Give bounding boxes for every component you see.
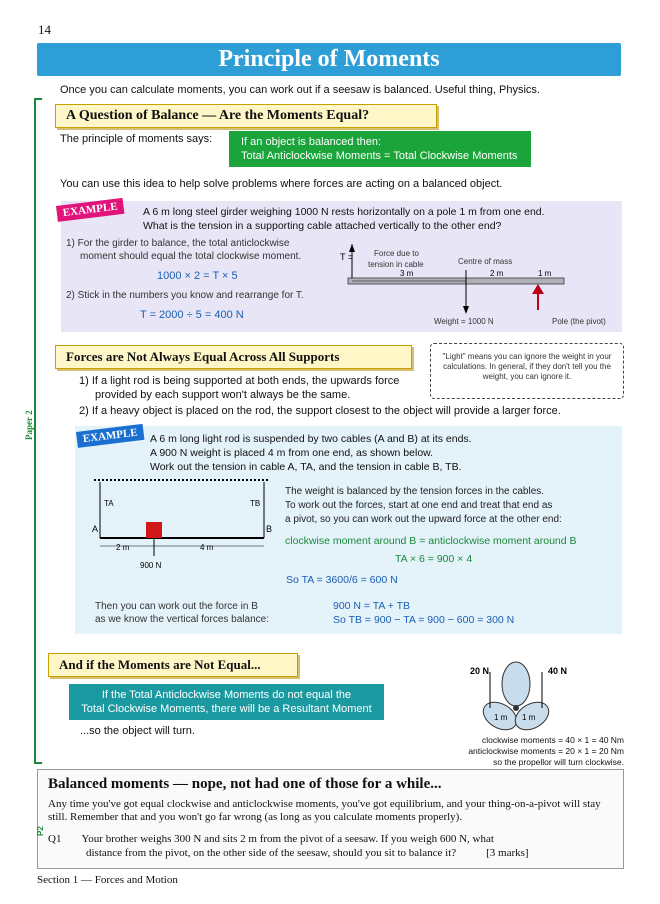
question-1	[48, 832, 529, 860]
principle-box	[229, 131, 531, 167]
footer-section: Section 1 — Forces and Motion	[37, 874, 178, 886]
resultant-line-2: Total Clockwise Moments, there will be a Resultant Moment	[81, 703, 372, 715]
supports-point-2: 2) If a heavy object is placed on the rod, the support closest to the object will provide a larger force.	[79, 405, 561, 417]
principle-line-1: If an object is balanced then:	[241, 136, 382, 148]
example-1-step-2: 2) Stick in the numbers you know and rearrange for T.	[66, 290, 304, 301]
section-bracket	[34, 98, 42, 764]
q1-label: Q1	[48, 833, 62, 845]
example-2-question-line-1: A 6 m long light rod is suspended by two cables (A and B) at its ends.	[150, 433, 472, 445]
example-2-explanation	[285, 485, 562, 527]
b-label: B	[266, 524, 273, 534]
weight-900n: 900 N	[140, 561, 162, 570]
calc-line-3: So TA = 3600/6 = 600 N	[286, 574, 398, 586]
pole-label: Pole (the pivot)	[552, 317, 606, 326]
rod-diagram	[88, 474, 278, 574]
point-1-line-1: 1) If a light rod is being supported at both ends, the upwards force	[79, 375, 400, 387]
q1-line-2: distance from the pivot, on the other side of the seesaw, should you sit to balance it?	[86, 847, 457, 859]
moment-calc-1: clockwise moments = 40 × 1 = 40 Nm	[482, 735, 624, 745]
q1-marks: [3 marks]	[486, 847, 529, 859]
tension-label: T =	[340, 252, 354, 262]
ta-label: TA	[104, 499, 114, 508]
explanation-line-2: To work out the forces, start at one end and treat that end as	[285, 500, 553, 511]
summary-title: Balanced moments — nope, not had one of those for a while...	[48, 776, 442, 792]
blade-top	[502, 662, 530, 706]
balance-heading: A Question of Balance — Are the Moments Equal?	[55, 104, 437, 128]
principle-line-2: Total Anticlockwise Moments = Total Clockwise Moments	[241, 150, 518, 162]
calc-line-5: So TB = 900 − TA = 900 − 600 = 300 N	[333, 614, 515, 626]
resultant-line-1: If the Total Anticlockwise Moments do not equal the	[101, 689, 352, 701]
resultant-box	[69, 684, 384, 720]
then-line-1: Then you can work out the force in B	[95, 601, 258, 612]
calc-line-4: 900 N = TA + TB	[333, 600, 411, 612]
propeller-diagram	[456, 660, 606, 738]
step-1-line-1: 1) For the girder to balance, the total anticlockwise	[66, 238, 290, 249]
force-label-2: tension in cable	[368, 260, 424, 269]
dist-3m: 3 m	[400, 269, 414, 278]
q1-line-1: Your brother weighs 300 N and sits 2 m from the pivot of a seesaw. If you weigh 600 N, what	[81, 833, 494, 845]
p2-tag: P2	[36, 826, 45, 836]
light-note-bubble: "Light" means you can ignore the weight in your calculations. In general, if they don't tell you the weight, you can ignore it.	[430, 343, 624, 399]
example-1-question	[143, 205, 545, 233]
then-text	[95, 600, 269, 626]
force-label-1: Force due to	[374, 249, 419, 258]
step-1-line-2: moment should equal the total clockwise moment.	[80, 251, 302, 262]
point-1-line-2: provided by each support won't always be the same.	[95, 389, 351, 401]
calc-line-2: TA × 6 = 900 × 4	[395, 553, 473, 565]
moment-calc-2: anticlockwise moments = 20 × 1 = 20 Nm	[468, 746, 624, 756]
moment-calcs	[426, 735, 624, 768]
propeller-pivot	[513, 705, 519, 711]
summary-text: Any time you've got equal clockwise and anticlockwise moments, you've got equilibrium, and your thing-on-a-pivot will stay still. Remember that and you won't go far wrong (as long as you calculate moments properly).	[48, 798, 601, 823]
then-line-2: as we know the vertical forces balance:	[95, 614, 269, 625]
dist-1m-left: 1 m	[494, 713, 508, 722]
girder-diagram	[340, 238, 620, 330]
supports-heading: Forces are Not Always Equal Across All Supports	[55, 345, 412, 369]
not-equal-heading: And if the Moments are Not Equal...	[48, 653, 298, 677]
step-2-calc: T = 2000 ÷ 5 = 400 N	[140, 309, 244, 321]
explanation-line-3: a pivot, so you can work out the upward force at the other end:	[285, 514, 562, 525]
dist-2m-rod: 2 m	[116, 543, 130, 552]
weight-block	[146, 522, 162, 538]
pivot-cone	[532, 284, 544, 294]
dist-4m-rod: 4 m	[200, 543, 214, 552]
force-40n: 40 N	[548, 666, 568, 676]
example-1-question-line-1: A 6 m long steel girder weighing 1000 N rests horizontally on a pole 1 m from one end.	[143, 206, 545, 218]
force-20n: 20 N	[470, 666, 490, 676]
example-1-tag: EXAMPLE	[56, 198, 124, 222]
calc-line-1: clockwise moment around B = anticlockwise moment around B	[285, 535, 577, 547]
page-title: Principle of Moments	[37, 43, 621, 76]
weight-arrow	[463, 306, 469, 314]
supports-point-1	[79, 374, 399, 402]
example-2-tag: EXAMPLE	[76, 424, 144, 448]
example-2-question-line-3: Work out the tension in cable A, TA, and the tension in cable B, TB.	[150, 461, 462, 473]
dist-1m-right: 1 m	[522, 713, 536, 722]
example-1-step-1	[66, 237, 301, 263]
explanation-line-1: The weight is balanced by the tension forces in the cables.	[285, 486, 545, 497]
example-2-question	[150, 432, 472, 474]
a-label: A	[92, 524, 99, 534]
step-1-calc: 1000 × 2 = T × 5	[157, 270, 238, 282]
tb-label: TB	[250, 499, 261, 508]
weight-label: Weight = 1000 N	[434, 317, 494, 326]
turn-text: ...so the object will turn.	[80, 725, 195, 737]
tension-arrow	[349, 244, 355, 252]
use-idea-text: You can use this idea to help solve problems where forces are acting on a balanced object.	[60, 178, 503, 190]
intro-text: Once you can calculate moments, you can work out if a seesaw is balanced. Useful thing, Physics.	[60, 84, 540, 96]
dist-2m: 2 m	[490, 269, 504, 278]
page-number: 14	[38, 22, 51, 37]
centre-label: Centre of mass	[458, 257, 513, 266]
dist-1m: 1 m	[538, 269, 552, 278]
example-1-question-line-2: What is the tension in a supporting cable attached vertically to the other end?	[143, 220, 502, 232]
principle-label: The principle of moments says:	[60, 133, 213, 145]
example-2-question-line-2: A 900 N weight is placed 4 m from one end, as shown below.	[150, 447, 434, 459]
moment-calc-3: so the propellor will turn clockwise.	[493, 757, 624, 767]
paper-tag: Paper 2	[24, 410, 34, 440]
